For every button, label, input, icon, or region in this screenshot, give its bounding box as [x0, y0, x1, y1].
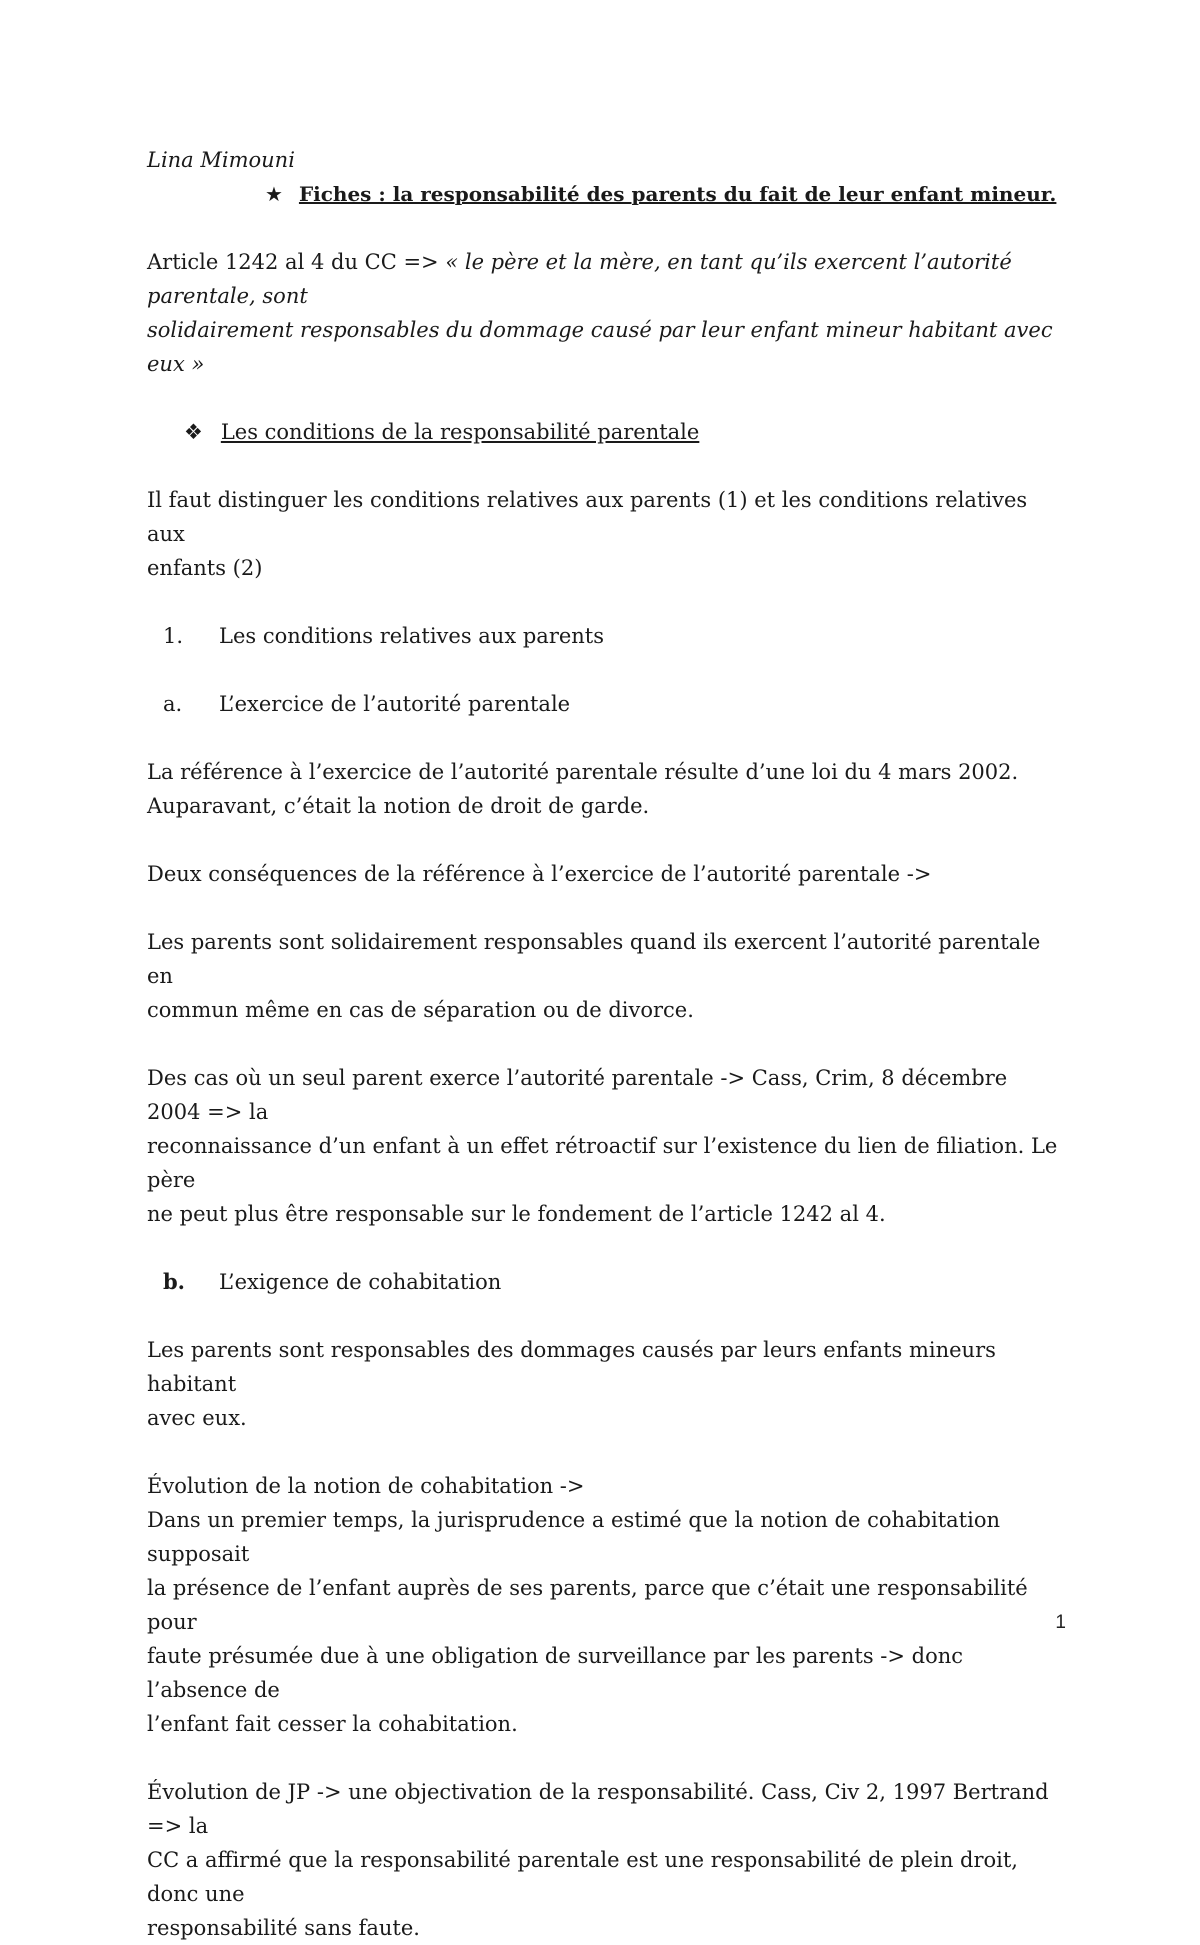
list-item-1-text: Les conditions relatives aux parents: [219, 624, 605, 648]
paragraph-distinguish-line1: Il faut distinguer les conditions relatives aux parents (1) et les conditions relatives aux: [147, 488, 1028, 546]
paragraph-evolution-line3: faute présumée due à une obligation de surveillance par les parents -> donc l’absence de: [147, 1644, 964, 1702]
article-quote-line2: solidairement responsables du dommage causé par leur enfant mineur habitant avec eux »: [147, 318, 1053, 376]
paragraph-consequences: Deux conséquences de la référence à l’exercice de l’autorité parentale ->: [147, 862, 932, 886]
author-name: Lina Mimouni: [147, 148, 295, 172]
list-item-a-text: L’exercice de l’autorité parentale: [219, 692, 571, 716]
paragraph-evolution-line1: Dans un premier temps, la jurisprudence a estimé que la notion de cohabitation supposait: [147, 1508, 1000, 1566]
document-body: [147, 143, 1067, 1945]
article-citation: [147, 245, 1067, 313]
paragraph-distinguish-line2: enfants (2): [147, 556, 263, 580]
paragraph-evolution-line4: l’enfant fait cesser la cohabitation.: [147, 1712, 518, 1736]
paragraph-jp-line1: Évolution de JP -> une objectivation de la responsabilité. Cass, Civ 2, 1997 Bertrand => la: [147, 1780, 1049, 1838]
paragraph-jp-line3: responsabilité sans faute.: [147, 1916, 420, 1940]
paragraph-seul-parent-line3: ne peut plus être responsable sur le fondement de l’article 1242 al 4.: [147, 1202, 886, 1226]
diamond-bullet-icon: ❖: [184, 420, 203, 444]
document-title-text: Fiches : la responsabilité des parents du fait de leur enfant mineur.: [298, 182, 1057, 206]
paragraph-jp-line2: CC a affirmé que la responsabilité parentale est une responsabilité de plein droit, donc une: [147, 1848, 1018, 1906]
paragraph-reference-line1: La référence à l’exercice de l’autorité parentale résulte d’une loi du 4 mars 2002.: [147, 760, 1019, 784]
star-icon: ★: [265, 182, 283, 206]
paragraph-cohabitation-line2: avec eux.: [147, 1406, 247, 1430]
list-item-b-text: L’exigence de cohabitation: [219, 1270, 502, 1294]
list-item-b-letter: b.: [163, 1269, 185, 1294]
document-title: [147, 177, 1067, 211]
section-heading-text: Les conditions de la responsabilité parentale: [220, 420, 700, 444]
list-item-1: [147, 619, 1067, 653]
list-item-a: [147, 687, 1067, 721]
paragraph-solidaires-line1: Les parents sont solidairement responsables quand ils exercent l’autorité parentale en: [147, 930, 1041, 988]
article-intro: Article 1242 al 4 du CC =>: [147, 250, 446, 274]
paragraph-solidaires-line2: commun même en cas de séparation ou de divorce.: [147, 998, 694, 1022]
article-quote-line1: « le père et la mère, en tant qu’ils exercent l’autorité parentale, sont: [147, 250, 1012, 308]
list-item-b: [147, 1265, 1067, 1299]
paragraph-evolution-line2: la présence de l’enfant auprès de ses parents, parce que c’était une responsabilité pour: [147, 1576, 1028, 1634]
paragraph-seul-parent-line2: reconnaissance d’un enfant à un effet rétroactif sur l’existence du lien de filiation. Le père: [147, 1134, 1058, 1192]
paragraph-cohabitation-line1: Les parents sont responsables des dommages causés par leurs enfants mineurs habitant: [147, 1338, 996, 1396]
page-number: 1: [1055, 1612, 1066, 1633]
section-heading: [147, 415, 1067, 449]
paragraph-evolution-heading: Évolution de la notion de cohabitation ->: [147, 1474, 585, 1498]
list-item-1-number: 1.: [163, 624, 184, 648]
paragraph-reference-line2: Auparavant, c’était la notion de droit de garde.: [147, 794, 650, 818]
paragraph-seul-parent-line1: Des cas où un seul parent exerce l’autorité parentale -> Cass, Crim, 8 décembre 2004 => la: [147, 1066, 1008, 1124]
list-item-a-letter: a.: [163, 692, 183, 716]
